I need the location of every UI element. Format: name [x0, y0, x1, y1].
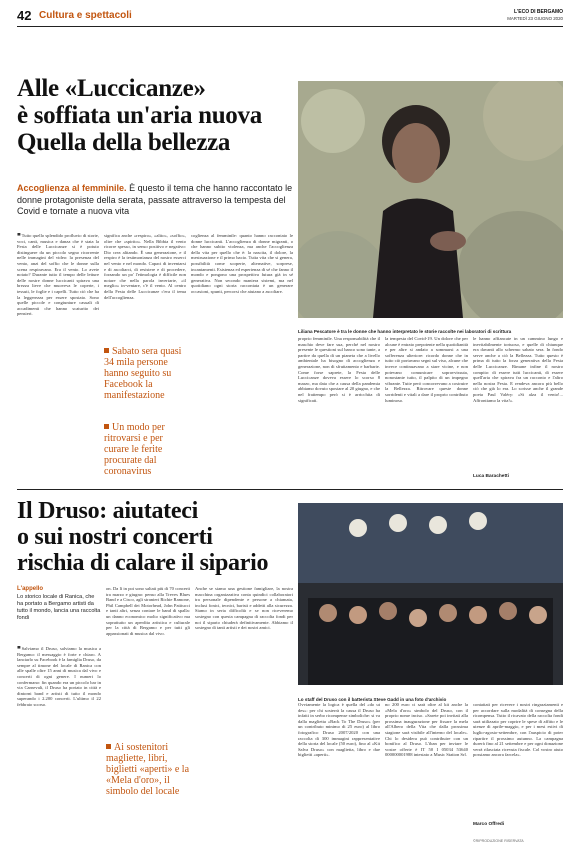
- article-1-kicker: Accoglienza al femminile.: [17, 183, 127, 193]
- copyright-notice: ©RIPRODUZIONE RISERVATA: [473, 839, 524, 843]
- body-text: no 200 euro ci sarà oltre al kit anche la «Mela d'oro» simbolo del Druso, con il proprio nome inciso. «Sarete poi invitati alla prossima inaugurazione per fissare la mela all'Albero della Vita che dalla prossima stagione sarà visibile all'interno del locale». Chi lo desidera può contribuire con un bonifico al Druso. L'iban per inviare le vostre offerte è IT 50 I 05034 53640 000000001988 intestato a Music Station Srl.: [385, 702, 468, 758]
- article-1-pull-quote-2: [104, 422, 186, 477]
- body-text: Anche se siamo una gestione famigliare, la nostra macchina organizzativa conta quindici collaboratori tra personale dipendente e persone a chiamata, inclusi fonici, tecnici, baristi e addetti alla sicurezza. Siamo in seria difficoltà e se non riceveremo sostegno con questa campagna di raccolta fondi per noi il sipario chiuderà definitivamente. Abbiamo il sostegno di tanti artisti e dei nostri amici.: [195, 586, 293, 631]
- article-1-col-6: [473, 336, 563, 471]
- article-2-summary: Lo storico locale di Ranica, che ha portato a Bergamo artisti da tutto il mondo, lancia una raccolta fondi: [17, 594, 101, 621]
- body-text: la tempesta del Covid-19. Un dolore che per alcune è entrato prepotente nella quotidianità e per altre si andato a sommarsi a una sofferenza ulteriore: ricordo donne che in tutto ciò portavano segni sul viso, alcune che invece continuavano a stare vicine, e non potevano comunicare sopravvissuta, nonostante tutto, il palpito di un impegno vibrante. Tutte però concorrevano a costruire la Bellezza. Ritrovare queste donne sorridenti e vitali a dare il proprio contributo luminoso.: [385, 336, 468, 403]
- article-1-col-1: [17, 233, 99, 483]
- article-divider: [17, 489, 563, 490]
- article-2-col-3: [195, 586, 293, 831]
- issue-date: MARTEDÌ 23 GIUGNO 2020: [507, 16, 563, 21]
- pull-quote-square: [104, 348, 109, 353]
- article-2-kicker: L'appello: [17, 586, 44, 592]
- article-2-col-6: [473, 702, 563, 820]
- headline-line: Il Druso: aiutateci: [17, 498, 198, 524]
- body-text: significa anche «respiro», «alito», «soffio», oltre che «spirito». Nella Bibbia il vento ricorre spesso, in senso positivo e negativo: Dio crea alitando. È una generazione, e il respiro è la testimonianza del nostro esserci nel vento e nel mondo. Capaci di inventarsi e di ascoltarci, di resistere e di procedere, forzando un po' l'etimologia è difficile non notare che nella parola invertarte, «il meglio» in-ventare, c'è il vento. Al centro della Festa delle Luccicanze c'era il tema dell'accoglienza.: [104, 233, 186, 300]
- article-1-photo-image: [298, 81, 563, 318]
- body-text: coglienza al femminile: quanto hanno raccontato le donne luccicanti. L'accoglienza di donne migranti, o che hanno subito violenza, ma anche l'accoglienza della vita per quello che è: la nascita, il dolore, la mestruazione e il primo bacio. Tutta vita che si genera, possibilità come scoperte, alternative, sorprese, incantamenti. Esistenza ed esperienza di sé che fanno il mondo e pongono una prospettiva futura già in sé generativa. Non secondo maniera sistemi, ma nel quotidiano ogni storia raccontata è un generare occasioni, spunti, percorsi che aiutano a ascoltare.: [191, 233, 293, 294]
- body-text: proprio femminile. Una responsabilità che il maschio deve fare sua, perché nel nostro presente le questioni sul banco sono tante, a partire da quella di un pianeta che a livello ambientale ha bisogno di accoglienza e generazione, non di sfruttamento e barbarie. Come forse saprete, la Festa delle Luccicanze doveva essere lo scorso 8 marzo, ma data che a causa della pandemia abbiamo dovuto spostare al 20 giugno, e che nel frattempo però si è arricchita di significati.: [298, 336, 380, 403]
- section-label: Cultura e spettacoli: [39, 10, 132, 21]
- page-number: 42: [17, 8, 32, 23]
- article-2-col-2: [106, 586, 190, 736]
- photo-caption-text: Liliana Pescatore è tra le donne che hanno interpretato le storie raccolte nei laboratori di scrittura: [298, 329, 512, 334]
- article-2-headline: [17, 498, 293, 576]
- body-text: on. Da lì in poi sono saltati più di 70 concerti tra marzo e giugno: penso alla Treves Blues Band e a Cisco, agli stranieri Richie Ramone, Phil Campbell dei Motorhead, John Patitucci e tanti altri, senza contare le band di spalla: un danno economico molto significativo ma soprattutto un aperdita artistica e culturale per la città di Bergamo e per tutti gli appassionati di musica dal vivo.: [106, 586, 190, 636]
- pull-quote-square: [106, 744, 111, 749]
- headline-line: Alle «Luccicanze»: [17, 75, 206, 102]
- drop-mark: ■: [17, 646, 21, 651]
- article-2-photo: [298, 503, 563, 685]
- body-text: contattati per ricevere i nostri ringraziamenti e per accordare sulla modalità di consegna della ricompensa. Tutto il ricavato della raccolta fondi sarà utilizzato per coprire le spese di affitto e le utenze di aprile-maggio, e per i mesi estivi di luglio-agosto-settembre, con l'auspicio di poter ripartire il prossimo autunno. La campagna durerà fino al 21 settembre e per ogni donazione verrà rilasciata ricevuta fiscale. Col vostro aiuto possiamo ancora farcela».: [473, 702, 563, 758]
- article-2-col-4: [298, 702, 380, 831]
- newspaper-name: L'ECO DI BERGAMO: [514, 9, 563, 15]
- article-1-col-2: [104, 233, 186, 343]
- headline-line: rischia di calare il sipario: [17, 550, 269, 576]
- body-text: le hanno affiancate in un cammino lungo e inevitabilmente tortuoso, e quelle di chiunque era davanti allo schermo sabato sera. In fondo serve anche a ciò la Bellezza. Tutto questo è prima di tutto la forza generativa della Festa delle Luccicanze. Rimane infine il nostro compito: di essere tutti luccicanti, di essere quell'aria che spirava fra un racconto e l'altro nella nostra Festa. E rendeva ancora più bello ciò che già lo era. Lo scrisse anche il grande poeta Paul Valéry: «Si alza il vento!... Affrontiamo la vita!».: [473, 336, 563, 403]
- article-1-pull-quote-1: [104, 346, 186, 401]
- headline-line: è soffiata un'aria nuova: [17, 102, 262, 129]
- article-1-col-5: [385, 336, 468, 483]
- article-1-byline: Luca Barachetti: [473, 474, 509, 479]
- pull-quote-text: Sabato sera quasi 34 mila persone hanno seguito su Facebook la manifestazione: [104, 346, 182, 401]
- headline-line: Quella della bellezza: [17, 129, 231, 156]
- photo-caption-text: Lo staff del Druso con il batterista Steve Gadd in una foto d'archivio: [298, 697, 447, 702]
- article-2-summary-box: [17, 586, 101, 622]
- article-1-headline: [17, 75, 293, 156]
- article-1-subhead-text: È questo il tema che hanno raccontato le donne protagoniste della serata, passate attraverso la tempesta del Covid e tornate a nuova vita: [17, 183, 293, 216]
- article-2-col-1: [17, 646, 101, 831]
- article-1-subhead: [17, 183, 293, 218]
- article-2-byline: Marco Offredi: [473, 822, 505, 827]
- article-2-col-5: [385, 702, 468, 831]
- body-text: Ovviamente la logica è quella del «do ut des»: per chi sosterrà la causa il Druso ha infatti in serbo ricompense simboliche: si va dalla maglietta «Back To The Druso» (per un contributo minimo di 25 euro) al libro fotografico Druso 2007/2020 con una raccolta di 300 immagini rappresentative della storia del locale (50 euro), fino al «Kit Salva Druso» con maglietta, libro e due biglietti «aperti».: [298, 702, 380, 758]
- article-2-photo-image: [298, 503, 563, 685]
- article-1-col-4: [298, 336, 380, 483]
- article-1-col-3: [191, 233, 293, 483]
- body-text: Tutto quello splendido profluvio di storie, voci, canti, musica e danza che è stata la Festa delle Luccicanze si è potuto distinguere da un piccolo segno ricorrente nelle immagini del video: la presenza del vento, anzi del soffio che le donne sulla scena respiravano. Era il vento. Lo avete notato? Durante tutto il tempo delle letture delle nostre donne luccicanti spirava una brezza lieve che muoveva le coperte, i tessuti, le foglie e i capelli. Tutto ciò che ha la leggerezza per essere spostato. Sono quelle piccole e congiunture casuali di accadimenti che hanno scaturito dei pensieri.: [17, 233, 99, 317]
- header-rule: [17, 26, 563, 27]
- pull-quote-text: Ai sostenitori magliette, libri, biglietti «aperti» e la «Mela d'oro», il simbolo del locale: [106, 742, 190, 797]
- article-1-photo: [298, 81, 563, 318]
- page-header: [17, 8, 563, 26]
- drop-mark: ■: [17, 233, 21, 238]
- article-2-pull-quote-1: [106, 742, 190, 797]
- pull-quote-text: Un modo per ritrovarsi e per curare le ferite procurate dal coronavirus: [104, 422, 165, 477]
- pull-quote-square: [104, 424, 109, 429]
- headline-line: o sui nostri concerti: [17, 524, 213, 550]
- body-text: Salviamo il Druso, salviamo la musica a Bergamo: il messaggio è forte e chiaro. A lanciarlo su Facebook è la famiglia Druso, da sempre al timone del locale di Ranica con alle spalle oltre 15 anni di musica dal vivo e concerti di ogni genere. I numeri lo confermano: fin quando era un piccolo bar in via Carnevali, il Druso ha portato in città e dintorni band e artisti di tutto il mondo superando i 2.200 concerti. L'ultimo il 22 febbraio scorso.: [17, 646, 101, 707]
